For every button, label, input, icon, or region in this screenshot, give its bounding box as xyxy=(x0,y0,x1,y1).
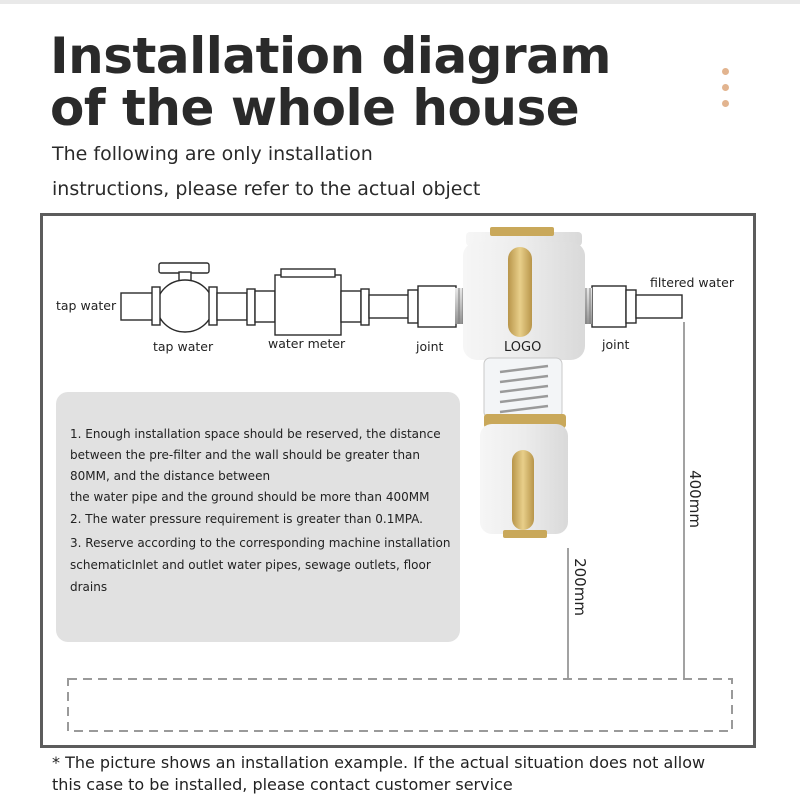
label-water-meter: water meter xyxy=(268,336,346,351)
label-tap-water-inlet: tap water xyxy=(56,298,117,313)
floor-area xyxy=(68,679,732,731)
pipe-segment xyxy=(217,293,247,320)
note-line: 3. Reserve according to the corresponding machine installation xyxy=(70,536,451,550)
dimension-lines xyxy=(568,322,684,678)
pre-filter-product xyxy=(463,227,585,538)
label-tap-water-valve: tap water xyxy=(153,339,214,354)
pipe-segment xyxy=(369,295,409,318)
note-line: drains xyxy=(70,580,108,594)
dimension-400mm: 400mm xyxy=(685,470,704,528)
water-meter xyxy=(247,269,369,335)
right-joint xyxy=(592,286,636,327)
note-line: the water pipe and the ground should be more than 400MM xyxy=(70,490,430,504)
label-joint-right: joint xyxy=(602,337,630,352)
footer-line-2: this case to be installed, please contact customer service xyxy=(52,775,513,794)
label-joint-left: joint xyxy=(416,339,444,354)
subtitle-line-1: The following are only installation xyxy=(52,143,373,165)
dimension-200mm: 200mm xyxy=(570,558,589,616)
note-line: 80MM, and the distance between xyxy=(70,469,271,483)
note-line: schematicInlet and outlet water pipes, sewage outlets, floor xyxy=(70,558,431,572)
pipe-line-drawing xyxy=(121,263,682,335)
label-logo: LOGO xyxy=(504,340,542,355)
subtitle-line-2: instructions, please refer to the actual object xyxy=(52,178,481,200)
left-joint xyxy=(408,286,456,327)
outlet-pipe xyxy=(636,295,682,318)
title-line-1: Installation diagram xyxy=(50,27,611,85)
gold-stripe-bottom xyxy=(512,450,534,530)
footer-disclaimer xyxy=(52,752,705,796)
footer-line-1: * The picture shows an installation example. If the actual situation does not allow xyxy=(52,753,706,772)
note-line: 1. Enough installation space should be reserved, the distance xyxy=(70,427,441,441)
note-line: between the pre-filter and the wall should be greater than xyxy=(70,448,421,462)
installation-notes xyxy=(56,392,460,642)
tap-valve xyxy=(152,263,217,332)
gold-stripe-top xyxy=(508,247,532,337)
note-line: 2. The water pressure requirement is greater than 0.1MPA. xyxy=(70,512,423,526)
label-filtered-water: filtered water xyxy=(650,275,735,290)
title-line-2: of the whole house xyxy=(50,79,580,137)
